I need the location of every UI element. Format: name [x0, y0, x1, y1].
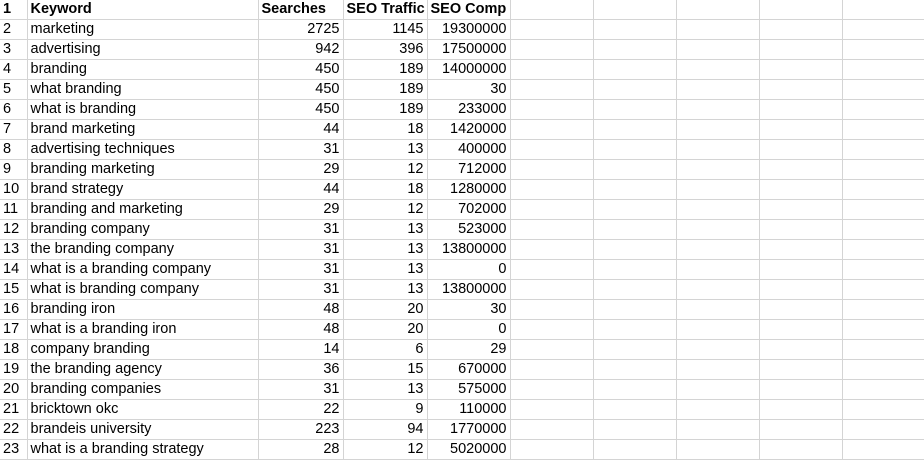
keyword-cell[interactable]: branding marketing [27, 160, 258, 180]
seo-comp-cell[interactable]: 523000 [427, 220, 510, 240]
empty-cell[interactable] [510, 240, 593, 260]
empty-cell[interactable] [510, 320, 593, 340]
empty-cell[interactable] [510, 340, 593, 360]
keyword-cell[interactable]: branding companies [27, 380, 258, 400]
empty-cell[interactable] [842, 320, 924, 340]
empty-cell[interactable] [842, 20, 924, 40]
seo-traffic-cell[interactable]: 12 [343, 160, 427, 180]
seo-traffic-cell[interactable]: 13 [343, 220, 427, 240]
table-row [0, 140, 924, 160]
searches-cell[interactable]: 22 [258, 400, 343, 420]
empty-cell[interactable] [593, 160, 676, 180]
seo-traffic-cell[interactable]: 18 [343, 180, 427, 200]
empty-cell[interactable] [842, 200, 924, 220]
keyword-cell[interactable]: brand marketing [27, 120, 258, 140]
keyword-cell[interactable]: advertising [27, 40, 258, 60]
empty-cell[interactable] [593, 340, 676, 360]
keyword-cell[interactable]: advertising techniques [27, 140, 258, 160]
table-row [0, 120, 924, 140]
seo-comp-cell[interactable]: 575000 [427, 380, 510, 400]
searches-cell[interactable]: 450 [258, 80, 343, 100]
keyword-cell[interactable]: branding [27, 60, 258, 80]
empty-cell[interactable] [842, 80, 924, 100]
empty-cell[interactable] [759, 260, 842, 280]
empty-cell[interactable] [593, 420, 676, 440]
empty-cell[interactable] [842, 300, 924, 320]
seo-comp-cell[interactable]: 1420000 [427, 120, 510, 140]
empty-cell[interactable] [842, 220, 924, 240]
empty-cell[interactable] [842, 160, 924, 180]
empty-cell[interactable] [842, 60, 924, 80]
row-number[interactable]: 17 [0, 320, 27, 340]
row-number[interactable]: 11 [0, 200, 27, 220]
seo-traffic-cell[interactable]: 9 [343, 400, 427, 420]
table-row [0, 80, 924, 100]
empty-cell[interactable] [676, 0, 759, 20]
seo-traffic-cell[interactable]: 13 [343, 140, 427, 160]
empty-cell[interactable] [842, 400, 924, 420]
row-number[interactable]: 16 [0, 300, 27, 320]
row-number[interactable]: 22 [0, 420, 27, 440]
empty-cell[interactable] [676, 160, 759, 180]
seo-traffic-cell[interactable]: 396 [343, 40, 427, 60]
seo-traffic-cell[interactable]: 13 [343, 280, 427, 300]
empty-cell[interactable] [510, 200, 593, 220]
empty-cell[interactable] [842, 180, 924, 200]
empty-cell[interactable] [759, 380, 842, 400]
empty-cell[interactable] [759, 200, 842, 220]
empty-cell[interactable] [593, 240, 676, 260]
row-number[interactable]: 6 [0, 100, 27, 120]
empty-cell[interactable] [510, 100, 593, 120]
empty-cell[interactable] [676, 360, 759, 380]
table-row [0, 440, 924, 460]
seo-traffic-cell[interactable]: 13 [343, 240, 427, 260]
seo-comp-cell[interactable]: 29 [427, 340, 510, 360]
empty-cell[interactable] [593, 280, 676, 300]
searches-cell[interactable]: 223 [258, 420, 343, 440]
empty-cell[interactable] [593, 80, 676, 100]
empty-cell[interactable] [759, 20, 842, 40]
searches-cell[interactable]: 29 [258, 200, 343, 220]
seo-traffic-cell[interactable]: 20 [343, 300, 427, 320]
empty-cell[interactable] [842, 280, 924, 300]
empty-cell[interactable] [676, 440, 759, 460]
empty-cell[interactable] [759, 440, 842, 460]
searches-cell[interactable]: 450 [258, 100, 343, 120]
empty-cell[interactable] [676, 200, 759, 220]
seo-comp-cell[interactable]: 30 [427, 80, 510, 100]
row-number[interactable]: 20 [0, 380, 27, 400]
empty-cell[interactable] [676, 140, 759, 160]
empty-cell[interactable] [676, 340, 759, 360]
seo-comp-cell[interactable]: 233000 [427, 100, 510, 120]
seo-comp-cell[interactable]: 110000 [427, 400, 510, 420]
table-row [0, 240, 924, 260]
header-searches[interactable]: Searches [258, 0, 343, 20]
keyword-cell[interactable]: branding iron [27, 300, 258, 320]
empty-cell[interactable] [510, 280, 593, 300]
searches-cell[interactable]: 36 [258, 360, 343, 380]
searches-cell[interactable]: 14 [258, 340, 343, 360]
empty-cell[interactable] [510, 0, 593, 20]
row-number[interactable]: 19 [0, 360, 27, 380]
empty-cell[interactable] [676, 400, 759, 420]
row-number[interactable]: 7 [0, 120, 27, 140]
empty-cell[interactable] [676, 320, 759, 340]
empty-cell[interactable] [593, 100, 676, 120]
seo-comp-cell[interactable]: 5020000 [427, 440, 510, 460]
table-row [0, 180, 924, 200]
seo-comp-cell[interactable]: 702000 [427, 200, 510, 220]
empty-cell[interactable] [676, 40, 759, 60]
row-number[interactable]: 23 [0, 440, 27, 460]
seo-traffic-cell[interactable]: 13 [343, 380, 427, 400]
keyword-cell[interactable]: what is a branding strategy [27, 440, 258, 460]
empty-cell[interactable] [842, 260, 924, 280]
empty-cell[interactable] [759, 60, 842, 80]
searches-cell[interactable]: 31 [258, 240, 343, 260]
header-seo-traffic[interactable]: SEO Traffic [343, 0, 427, 20]
empty-cell[interactable] [593, 260, 676, 280]
empty-cell[interactable] [510, 60, 593, 80]
empty-cell[interactable] [593, 360, 676, 380]
table-row [0, 20, 924, 40]
seo-comp-cell[interactable]: 400000 [427, 140, 510, 160]
seo-traffic-cell[interactable]: 94 [343, 420, 427, 440]
empty-cell[interactable] [510, 420, 593, 440]
empty-cell[interactable] [593, 320, 676, 340]
empty-cell[interactable] [593, 440, 676, 460]
row-number[interactable]: 8 [0, 140, 27, 160]
searches-cell[interactable]: 29 [258, 160, 343, 180]
seo-comp-cell[interactable]: 13800000 [427, 240, 510, 260]
empty-cell[interactable] [676, 80, 759, 100]
empty-cell[interactable] [759, 400, 842, 420]
header-row [0, 0, 924, 20]
empty-cell[interactable] [676, 60, 759, 80]
searches-cell[interactable]: 48 [258, 320, 343, 340]
keyword-cell[interactable]: what is a branding iron [27, 320, 258, 340]
seo-comp-cell[interactable]: 712000 [427, 160, 510, 180]
empty-cell[interactable] [676, 380, 759, 400]
empty-cell[interactable] [759, 180, 842, 200]
header-seo-comp[interactable]: SEO Comp [427, 0, 510, 20]
row-number[interactable]: 1 [0, 0, 27, 20]
empty-cell[interactable] [759, 340, 842, 360]
keyword-cell[interactable]: what is branding [27, 100, 258, 120]
table-row [0, 220, 924, 240]
empty-cell[interactable] [759, 240, 842, 260]
empty-cell[interactable] [842, 0, 924, 20]
empty-cell[interactable] [593, 220, 676, 240]
row-number[interactable]: 9 [0, 160, 27, 180]
empty-cell[interactable] [593, 380, 676, 400]
searches-cell[interactable]: 31 [258, 140, 343, 160]
table-row [0, 60, 924, 80]
empty-cell[interactable] [510, 180, 593, 200]
empty-cell[interactable] [510, 400, 593, 420]
empty-cell[interactable] [510, 300, 593, 320]
empty-cell[interactable] [510, 380, 593, 400]
seo-comp-cell[interactable]: 1280000 [427, 180, 510, 200]
table-row [0, 400, 924, 420]
empty-cell[interactable] [842, 40, 924, 60]
table-row [0, 420, 924, 440]
seo-comp-cell[interactable]: 19300000 [427, 20, 510, 40]
row-number[interactable]: 3 [0, 40, 27, 60]
seo-comp-cell[interactable]: 1770000 [427, 420, 510, 440]
keyword-cell[interactable]: brand strategy [27, 180, 258, 200]
seo-comp-cell[interactable]: 0 [427, 320, 510, 340]
empty-cell[interactable] [842, 440, 924, 460]
table-row [0, 100, 924, 120]
seo-comp-cell[interactable]: 670000 [427, 360, 510, 380]
empty-cell[interactable] [676, 180, 759, 200]
row-number[interactable]: 14 [0, 260, 27, 280]
seo-traffic-cell[interactable]: 12 [343, 200, 427, 220]
keyword-cell[interactable]: brandeis university [27, 420, 258, 440]
table-row [0, 320, 924, 340]
empty-cell[interactable] [676, 420, 759, 440]
searches-cell[interactable]: 31 [258, 380, 343, 400]
seo-traffic-cell[interactable]: 13 [343, 260, 427, 280]
empty-cell[interactable] [676, 20, 759, 40]
searches-cell[interactable]: 44 [258, 120, 343, 140]
empty-cell[interactable] [593, 40, 676, 60]
table-row [0, 280, 924, 300]
empty-cell[interactable] [510, 140, 593, 160]
searches-cell[interactable]: 44 [258, 180, 343, 200]
empty-cell[interactable] [510, 440, 593, 460]
empty-cell[interactable] [759, 100, 842, 120]
row-number[interactable]: 12 [0, 220, 27, 240]
empty-cell[interactable] [842, 360, 924, 380]
seo-traffic-cell[interactable]: 6 [343, 340, 427, 360]
empty-cell[interactable] [759, 300, 842, 320]
keyword-cell[interactable]: company branding [27, 340, 258, 360]
table-row [0, 160, 924, 180]
empty-cell[interactable] [510, 220, 593, 240]
row-number[interactable]: 13 [0, 240, 27, 260]
searches-cell[interactable]: 450 [258, 60, 343, 80]
empty-cell[interactable] [759, 80, 842, 100]
empty-cell[interactable] [510, 260, 593, 280]
header-keyword[interactable]: Keyword [27, 0, 258, 20]
searches-cell[interactable]: 48 [258, 300, 343, 320]
searches-cell[interactable]: 31 [258, 220, 343, 240]
row-number[interactable]: 15 [0, 280, 27, 300]
empty-cell[interactable] [842, 120, 924, 140]
empty-cell[interactable] [676, 300, 759, 320]
row-number[interactable]: 5 [0, 80, 27, 100]
seo-traffic-cell[interactable]: 189 [343, 80, 427, 100]
empty-cell[interactable] [510, 20, 593, 40]
empty-cell[interactable] [676, 280, 759, 300]
seo-traffic-cell[interactable]: 12 [343, 440, 427, 460]
seo-comp-cell[interactable]: 30 [427, 300, 510, 320]
empty-cell[interactable] [676, 240, 759, 260]
searches-cell[interactable]: 31 [258, 280, 343, 300]
table-row [0, 340, 924, 360]
row-number[interactable]: 4 [0, 60, 27, 80]
empty-cell[interactable] [593, 20, 676, 40]
empty-cell[interactable] [759, 40, 842, 60]
keyword-cell[interactable]: marketing [27, 20, 258, 40]
empty-cell[interactable] [759, 140, 842, 160]
table-row [0, 380, 924, 400]
empty-cell[interactable] [593, 0, 676, 20]
searches-cell[interactable]: 28 [258, 440, 343, 460]
empty-cell[interactable] [510, 40, 593, 60]
empty-cell[interactable] [593, 300, 676, 320]
keyword-cell[interactable]: bricktown okc [27, 400, 258, 420]
empty-cell[interactable] [759, 120, 842, 140]
empty-cell[interactable] [759, 220, 842, 240]
table-row [0, 300, 924, 320]
seo-traffic-cell[interactable]: 189 [343, 100, 427, 120]
empty-cell[interactable] [510, 80, 593, 100]
empty-cell[interactable] [510, 360, 593, 380]
empty-cell[interactable] [842, 240, 924, 260]
empty-cell[interactable] [759, 0, 842, 20]
empty-cell[interactable] [759, 360, 842, 380]
empty-cell[interactable] [510, 120, 593, 140]
keyword-cell[interactable]: what is branding company [27, 280, 258, 300]
empty-cell[interactable] [676, 100, 759, 120]
empty-cell[interactable] [842, 420, 924, 440]
empty-cell[interactable] [593, 180, 676, 200]
empty-cell[interactable] [842, 100, 924, 120]
empty-cell[interactable] [676, 220, 759, 240]
seo-comp-cell[interactable]: 0 [427, 260, 510, 280]
empty-cell[interactable] [842, 340, 924, 360]
seo-traffic-cell[interactable]: 20 [343, 320, 427, 340]
seo-comp-cell[interactable]: 13800000 [427, 280, 510, 300]
searches-cell[interactable]: 2725 [258, 20, 343, 40]
empty-cell[interactable] [593, 120, 676, 140]
empty-cell[interactable] [676, 260, 759, 280]
seo-comp-cell[interactable]: 14000000 [427, 60, 510, 80]
empty-cell[interactable] [842, 380, 924, 400]
empty-cell[interactable] [593, 200, 676, 220]
empty-cell[interactable] [593, 140, 676, 160]
keyword-cell[interactable]: branding and marketing [27, 200, 258, 220]
empty-cell[interactable] [510, 160, 593, 180]
table-row [0, 360, 924, 380]
seo-traffic-cell[interactable]: 15 [343, 360, 427, 380]
row-number[interactable]: 21 [0, 400, 27, 420]
empty-cell[interactable] [759, 160, 842, 180]
keyword-cell[interactable]: the branding agency [27, 360, 258, 380]
keyword-cell[interactable]: what is a branding company [27, 260, 258, 280]
table-row [0, 200, 924, 220]
empty-cell[interactable] [593, 400, 676, 420]
keyword-cell[interactable]: branding company [27, 220, 258, 240]
seo-comp-cell[interactable]: 17500000 [427, 40, 510, 60]
row-number[interactable]: 10 [0, 180, 27, 200]
empty-cell[interactable] [593, 60, 676, 80]
empty-cell[interactable] [759, 420, 842, 440]
searches-cell[interactable]: 942 [258, 40, 343, 60]
row-number[interactable]: 18 [0, 340, 27, 360]
keyword-cell[interactable]: the branding company [27, 240, 258, 260]
row-number[interactable]: 2 [0, 20, 27, 40]
searches-cell[interactable]: 31 [258, 260, 343, 280]
empty-cell[interactable] [842, 140, 924, 160]
table-row [0, 40, 924, 60]
table-row [0, 260, 924, 280]
empty-cell[interactable] [759, 280, 842, 300]
empty-cell[interactable] [676, 120, 759, 140]
seo-traffic-cell[interactable]: 18 [343, 120, 427, 140]
keyword-cell[interactable]: what branding [27, 80, 258, 100]
seo-traffic-cell[interactable]: 1145 [343, 20, 427, 40]
empty-cell[interactable] [759, 320, 842, 340]
seo-traffic-cell[interactable]: 189 [343, 60, 427, 80]
